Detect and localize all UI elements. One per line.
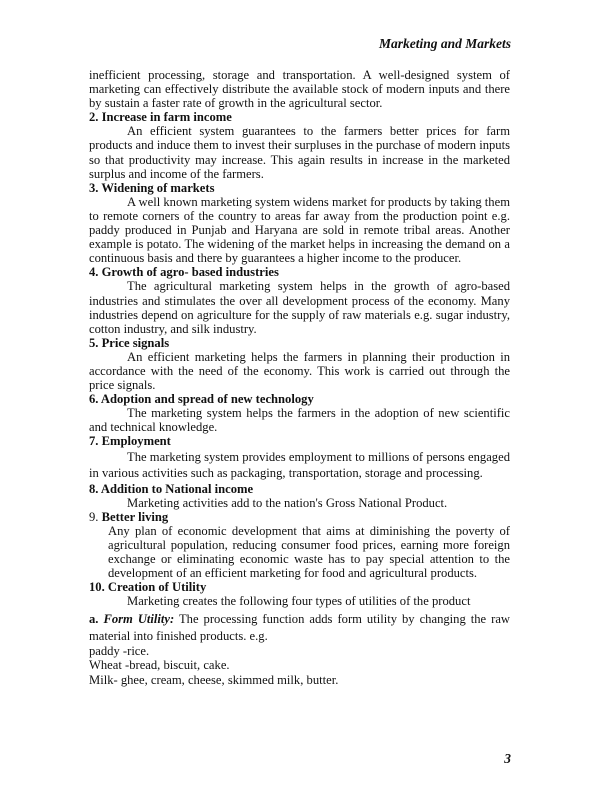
paragraph-agro-industries: The agricultural marketing system helps in the growth of agro-based industries and stimulates the over all development process of the economy. Many industries depend on agriculture for the supply of raw materials e.g. sugar industry, cotton industry, and silk industry. [89, 279, 510, 336]
heading-agro-industries: 4. Growth of agro- based industries [89, 265, 279, 280]
example-line: paddy -rice. [89, 644, 150, 659]
heading-better-living [89, 510, 510, 524]
example-line: Wheat -bread, biscuit, cake. [89, 658, 230, 673]
heading-employment: 7. Employment [89, 434, 171, 449]
heading-increase-farm-income: 2. Increase in farm income [89, 110, 232, 125]
paragraph-price-signals: An efficient marketing helps the farmers in planning their production in accordance with the need of the economy. This work is carried out through the price signals. [89, 349, 510, 393]
page-number: 3 [504, 751, 511, 766]
running-header: Marketing and Markets [378, 36, 511, 51]
paragraph-creation-utility: Marketing creates the following four types of utilities of the product [127, 594, 471, 609]
section-number: 9. [89, 509, 99, 524]
paragraph-widening-markets: A well known marketing system widens market for products by taking them to remote corners of the country to areas far away from the production point e.g. paddy produced in Punjab and Haryana are sold in remote tribal areas. Another example is potato. The widening of the market helps in increasing the demand on a continuous basis and there by guarantees a higher income to the producer. [89, 194, 510, 266]
item-term: Form Utility: [103, 612, 175, 627]
heading-national-income: 8. Addition to National income [89, 481, 254, 496]
heading-new-technology: 6. Adoption and spread of new technology [89, 392, 314, 407]
page-body [89, 68, 510, 687]
example-line: Milk- ghee, cream, cheese, skimmed milk, butter. [89, 672, 339, 687]
paragraph-employment: The marketing system provides employment to millions of persons engaged in various activities such as packaging, transportation, storage and processing. [89, 449, 510, 481]
heading-text: Better living [101, 509, 169, 524]
paragraph-new-technology: The marketing system helps the farmers in the adoption of new scientific and technical knowledge. [89, 406, 510, 435]
heading-creation-utility: 10. Creation of Utility [89, 580, 207, 595]
paragraph-national-income: Marketing activities add to the nation's Gross National Product. [127, 495, 448, 510]
paragraph-increase-farm-income: An efficient system guarantees to the farmers better prices for farm products and induce them to invest their surpluses in the purchase of modern inputs so that productivity may increase. This again results in increase in the marketed surplus and income of the farmers. [89, 124, 510, 181]
intro-paragraph: inefficient processing, storage and transportation. A well-designed system of marketing can effectively distribute the available stock of modern inputs and there by sustain a faster rate of growth in the agricultural sector. [89, 68, 510, 111]
form-utility-item [89, 611, 510, 644]
item-label: a. [89, 612, 99, 627]
item-text: The processing function adds form utility by changing the raw material into finished products. e.g. [89, 612, 510, 643]
heading-price-signals: 5. Price signals [89, 335, 170, 350]
paragraph-better-living: Any plan of economic development that aims at diminishing the poverty of agricultural population, reducing consumer food prices, earning more foreign exchange or eliminating economic waste has to pay special attention to the development of an efficient marketing for food and agricultural products. [108, 523, 510, 581]
heading-widening-markets: 3. Widening of markets [89, 180, 215, 195]
